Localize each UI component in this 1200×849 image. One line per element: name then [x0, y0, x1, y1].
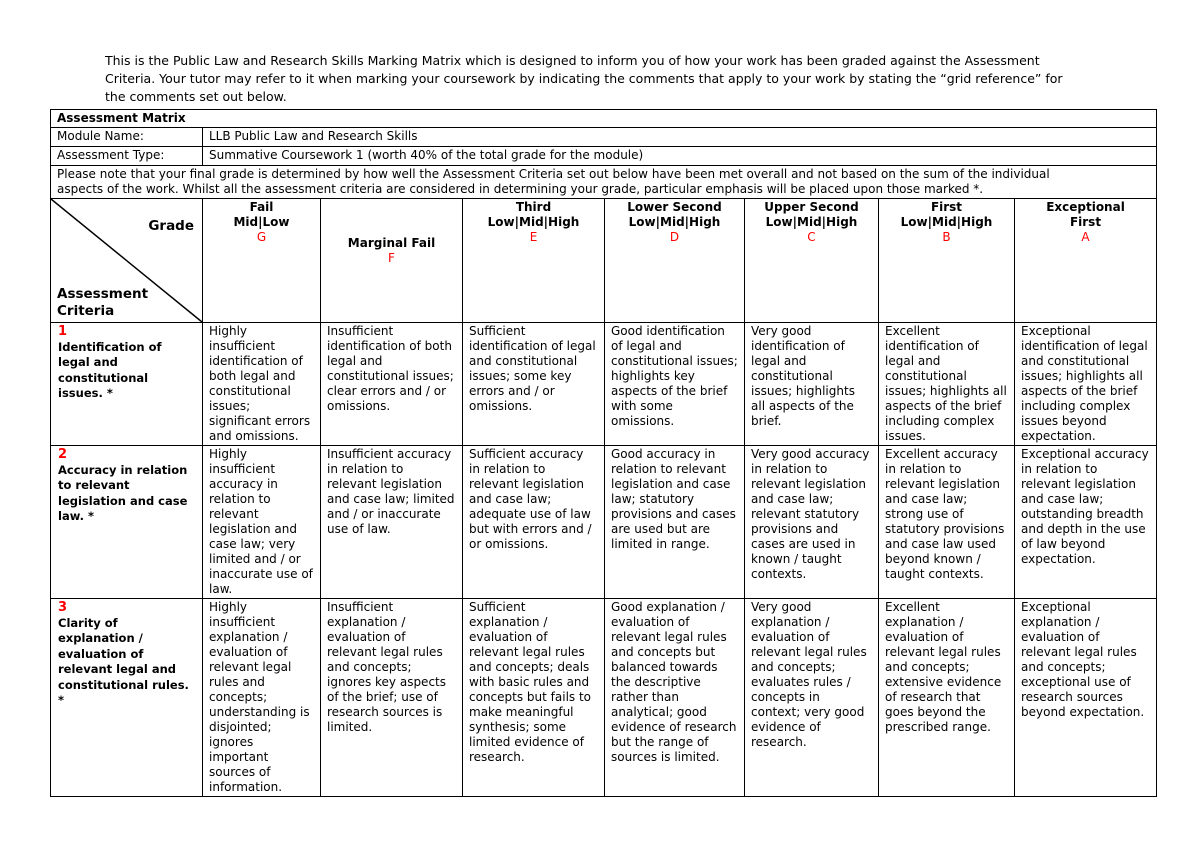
criterion-label: 1 Identification of legal and constitutional issues. *	[51, 323, 203, 446]
grade-header-e: Third Low|Mid|High E	[463, 199, 605, 323]
assessment-type-row	[51, 147, 1157, 166]
table-cell: Excellent identification of legal and constitutional issues; highlights all aspects of the brief including complex issues.	[879, 323, 1015, 446]
grade-axis-label: Grade	[148, 218, 194, 234]
table-cell: Sufficient identification of legal and constitutional issues; some key errors and / or omissions.	[463, 323, 605, 446]
criteria-axis-label: Assessment Criteria	[57, 286, 149, 319]
grade-header-d: Lower Second Low|Mid|High D	[605, 199, 745, 323]
intro-line: This is the Public Law and Research Skills Marking Matrix which is designed to inform you of how your work has been graded against the Assessment	[105, 53, 1040, 68]
table-cell: Excellent explanation / evaluation of relevant legal rules and concepts; extensive evidence of research that goes beyond the prescribed range.	[879, 599, 1015, 797]
grade-header-b: First Low|Mid|High B	[879, 199, 1015, 323]
table-cell: Insufficient identification of both legal and constitutional issues; clear errors and / or omissions.	[321, 323, 463, 446]
module-value: LLB Public Law and Research Skills	[203, 128, 1157, 147]
grade-letter: C	[807, 230, 816, 244]
assessment-matrix-table	[50, 109, 1157, 797]
matrix-title-row	[51, 110, 1157, 128]
intro-line: Criteria. Your tutor may refer to it when marking your coursework by indicating the comments that apply to your work by stating the “grid reference” for	[105, 71, 1063, 86]
grade-header-row	[51, 199, 1157, 323]
grade-header-a: Exceptional First A	[1015, 199, 1157, 323]
grade-header-c: Upper Second Low|Mid|High C	[745, 199, 879, 323]
assessment-type-value: Summative Coursework 1 (worth 40% of the total grade for the module)	[203, 147, 1157, 166]
note-row	[51, 166, 1157, 199]
table-cell: Exceptional identification of legal and constitutional issues; highlights all aspects of the brief including complex issues beyond expectation.	[1015, 323, 1157, 446]
criterion-number: 1	[58, 324, 68, 339]
table-cell: Exceptional explanation / evaluation of relevant legal rules and concepts; exceptional use of research sources beyond expectation.	[1015, 599, 1157, 797]
table-cell: Sufficient explanation / evaluation of relevant legal rules and concepts; deals with basic rules and concepts but fails to make meaningful synthesis; some limited evidence of research.	[463, 599, 605, 797]
grade-letter: A	[1081, 230, 1090, 244]
criteria-row-1	[51, 323, 1157, 446]
table-cell: Highly insufficient explanation / evaluation of relevant legal rules and concepts; understanding is disjointed; ignores important sources of information.	[203, 599, 321, 797]
intro-line: the comments set out below.	[105, 89, 287, 104]
table-cell: Good identification of legal and constitutional issues; highlights key aspects of the brief with some omissions.	[605, 323, 745, 446]
criteria-row-2	[51, 446, 1157, 599]
intro-text	[105, 52, 1085, 106]
module-label: Module Name:	[51, 128, 203, 147]
grade-header-f: Marginal Fail F	[321, 199, 463, 323]
table-cell: Insufficient explanation / evaluation of relevant legal rules and concepts; ignores key aspects of the brief; use of research sources is limited.	[321, 599, 463, 797]
matrix-title: Assessment Matrix	[51, 110, 1157, 128]
criterion-number: 2	[58, 447, 68, 462]
table-cell: Very good accuracy in relation to relevant legislation and case law; relevant statutory provisions and cases are used in known / taught contexts.	[745, 446, 879, 599]
assessment-type-label: Assessment Type:	[51, 147, 203, 166]
grade-header-g: Fail Mid|Low G	[203, 199, 321, 323]
table-cell: Good explanation / evaluation of relevant legal rules and concepts but balanced towards the descriptive rather than analytical; good evidence of research but the range of sources is limited.	[605, 599, 745, 797]
note-line: aspects of the work. Whilst all the assessment criteria are considered in determining your grade, particular emphasis will be placed upon those marked *.	[57, 182, 984, 196]
criterion-label: 3 Clarity of explanation / evaluation of relevant legal and constitutional rules. *	[51, 599, 203, 797]
table-cell: Sufficient accuracy in relation to relevant legislation and case law; adequate use of law but with errors and / or omissions.	[463, 446, 605, 599]
grade-letter: F	[388, 251, 395, 265]
grade-letter: D	[669, 230, 680, 244]
table-cell: Excellent accuracy in relation to relevant legislation and case law; strong use of statutory provisions and case law used beyond known / taught contexts.	[879, 446, 1015, 599]
table-cell: Exceptional accuracy in relation to relevant legislation and case law; outstanding breadth and depth in the use of law beyond expectation.	[1015, 446, 1157, 599]
table-cell: Very good identification of legal and constitutional issues; highlights all aspects of the brief.	[745, 323, 879, 446]
note-line: Please note that your final grade is determined by how well the Assessment Criteria set out below have been met overall and not based on the sum of the individual	[57, 167, 1050, 181]
table-cell: Good accuracy in relation to relevant legislation and case law; statutory provisions and cases are used but are limited in range.	[605, 446, 745, 599]
criteria-row-3	[51, 599, 1157, 797]
criterion-number: 3	[58, 600, 68, 615]
criterion-label: 2 Accuracy in relation to relevant legislation and case law. *	[51, 446, 203, 599]
grading-note	[51, 166, 1157, 199]
corner-cell	[51, 199, 203, 323]
grade-letter: B	[942, 230, 951, 244]
grade-letter: G	[256, 230, 267, 244]
table-cell: Highly insufficient identification of both legal and constitutional issues; significant errors and omissions.	[203, 323, 321, 446]
table-cell: Insufficient accuracy in relation to relevant legislation and case law; limited and / or inaccurate use of law.	[321, 446, 463, 599]
grade-letter: E	[529, 230, 538, 244]
table-cell: Highly insufficient accuracy in relation to relevant legislation and case law; very limited and / or inaccurate use of law.	[203, 446, 321, 599]
table-cell: Very good explanation / evaluation of relevant legal rules and concepts; evaluates rules / concepts in context; very good evidence of research.	[745, 599, 879, 797]
module-row	[51, 128, 1157, 147]
